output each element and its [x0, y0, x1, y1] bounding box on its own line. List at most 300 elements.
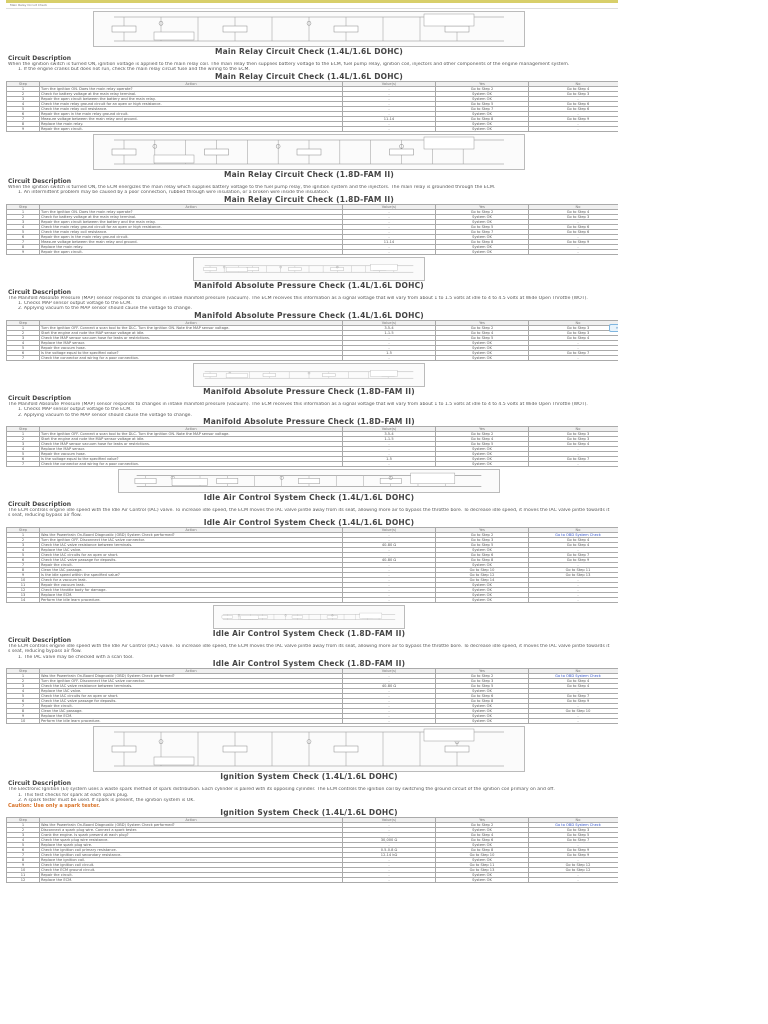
check-table-title: Main Relay Circuit Check (1.4L/1.6L DOHC): [214, 71, 404, 81]
description-paragraph: The Electronic Ignition (EI) system uses a waste spark method of spark distribution. Each cylinder is paired with its opposing cylinder. The ECM controls the ignition coil by switching the ground circuit of the ignition coil primary on and off.: [8, 787, 555, 793]
table-cell: 8: [7, 567, 40, 572]
component-box: [223, 26, 247, 32]
component-box: [360, 613, 382, 618]
table-cell: 3: [7, 684, 40, 689]
column-header: No: [529, 204, 619, 209]
table-cell: -: [529, 562, 619, 567]
table-cell: Was the Powertrain On-Board Diagnostic (OBD) System Check performed?: [40, 823, 343, 828]
table-cell: Go to Step 6: [529, 224, 619, 229]
column-header: Action: [40, 818, 343, 823]
obd-check-link[interactable]: Go to OBD System Check: [555, 823, 601, 828]
table-cell: System OK: [436, 340, 529, 345]
table-cell: -: [343, 345, 436, 350]
table-cell: System OK: [436, 345, 529, 350]
component-box: [445, 746, 469, 752]
table-cell: Repair the open circuit between the battery and the main relay.: [40, 96, 343, 101]
test-note: 2. A spark tester must be used. If spark is present, the ignition system is OK.: [18, 797, 195, 803]
table-cell: Go to Step 4: [529, 679, 619, 684]
component-box: [390, 149, 414, 155]
table-cell: Go to Step 8: [436, 848, 529, 853]
test-note: 2. Applying vacuum to the MAP sensor should cause the voltage to change.: [18, 412, 192, 418]
table-cell: 6: [7, 557, 40, 562]
circuit-description-label: Circuit Description: [8, 780, 72, 788]
check-section: [6, 11, 612, 132]
table-cell: -: [529, 345, 619, 350]
table-cell: 6: [7, 111, 40, 116]
component-box: [380, 478, 401, 483]
table-cell: Go to Step 2: [436, 432, 529, 437]
obd-check-link[interactable]: Go to OBD System Check: [555, 674, 601, 679]
table-cell: Turn the ignition OFF. Connect a scan tool to the DLC. Turn the ignition ON. Note the MAP sensor voltage.: [40, 325, 343, 330]
component-box: [172, 478, 207, 485]
table-cell: Check the main relay coil resistance.: [40, 229, 343, 234]
table-cell: Repair the open circuit between the battery and the main relay.: [40, 219, 343, 224]
table-cell: 3: [7, 96, 40, 101]
table-cell: -: [529, 843, 619, 848]
diagnostic-table: [6, 426, 618, 467]
column-header: No: [529, 527, 619, 532]
table-cell: 5: [7, 106, 40, 111]
table-cell: Turn the ignition OFF. Connect a scan tool to the DLC. Turn the ignition ON. Note the MAP sensor voltage.: [40, 432, 343, 437]
table-cell: System OK: [436, 111, 529, 116]
sections-container: [6, 11, 618, 883]
table-cell: Go to Step 10: [436, 567, 529, 572]
table-cell: System OK: [436, 714, 529, 719]
table-cell: Go to Step 4: [436, 437, 529, 442]
table-cell: -: [343, 592, 436, 597]
column-header: Action: [40, 81, 343, 86]
column-header: Action: [40, 320, 343, 325]
header-strip: Main Relay Circuit Check: [10, 3, 48, 7]
table-cell: -: [343, 234, 436, 239]
table-cell: 2: [7, 537, 40, 542]
table-cell: Go to Step 12: [529, 863, 619, 868]
table-cell: Check the IAC valve passage for deposits.: [40, 699, 343, 704]
column-header: Step: [7, 204, 40, 209]
table-cell: -: [529, 452, 619, 457]
table-cell: -: [343, 873, 436, 878]
table-cell: Go to Step 10: [529, 709, 619, 714]
table-cell: System OK: [436, 121, 529, 126]
table-cell: Check the IAC circuits for an open or short.: [40, 694, 343, 699]
table-cell: -: [529, 249, 619, 254]
table-cell: 8: [7, 244, 40, 249]
table-cell: 7: [7, 239, 40, 244]
circuit-diagram-svg: [94, 12, 524, 46]
table-cell: -: [343, 704, 436, 709]
table-cell: Go to Step 7: [529, 694, 619, 699]
component-box: [226, 267, 247, 271]
table-cell: -: [343, 335, 436, 340]
table-cell: -: [343, 863, 436, 868]
table-cell: -: [529, 244, 619, 249]
table-cell: System OK: [436, 719, 529, 724]
component-box: [334, 746, 358, 752]
table-cell: -: [343, 714, 436, 719]
table-cell: 5: [7, 843, 40, 848]
component-box: [424, 729, 474, 741]
document-header: [6, 3, 618, 9]
table-cell: Go to Step 6: [529, 106, 619, 111]
table-cell: Go to Step 8: [436, 239, 529, 244]
table-cell: Turn the ignition OFF. Disconnect the IAC valve connector.: [40, 537, 343, 542]
table-cell: 1.5: [343, 350, 436, 355]
table-cell: System OK: [436, 91, 529, 96]
circuit-diagram-svg: [94, 135, 524, 169]
table-cell: 5: [7, 452, 40, 457]
table-cell: -: [343, 106, 436, 111]
table-cell: Was the Powertrain On-Board Diagnostic (OBD) System Check performed?: [40, 532, 343, 537]
table-cell: Go to Step 5: [436, 542, 529, 547]
component-box: [334, 26, 358, 32]
test-note: 1. The IAC valve may be checked with a scan tool.: [18, 654, 134, 660]
table-cell: Check the IAC valve resistance between terminals.: [40, 542, 343, 547]
table-cell: -: [343, 219, 436, 224]
table-cell: Go to Step 7: [436, 229, 529, 234]
table-cell: Clean the IAC passage.: [40, 567, 343, 572]
table-cell: -: [343, 699, 436, 704]
component-box: [445, 26, 469, 32]
component-box: [288, 267, 301, 270]
table-cell: 5: [7, 694, 40, 699]
circuit-diagram: [93, 134, 525, 170]
table-cell: Go to Step 6: [529, 101, 619, 106]
table-cell: System OK: [436, 462, 529, 467]
table-cell: Go to Step 9: [529, 699, 619, 704]
table-cell: Go to Step 7: [529, 457, 619, 462]
table-cell: Turn the ignition OFF. Disconnect the IAC valve connector.: [40, 679, 343, 684]
table-cell: -: [343, 674, 436, 679]
table-cell: Repair the circuit.: [40, 873, 343, 878]
check-table-title: Manifold Absolute Pressure Check (1.8D-FAM II): [203, 417, 415, 427]
table-cell: -: [343, 679, 436, 684]
table-cell: -: [343, 843, 436, 848]
column-header: Value(s): [343, 204, 436, 209]
table-cell: System OK: [436, 873, 529, 878]
component-box: [257, 616, 268, 619]
table-cell: 4: [7, 689, 40, 694]
table-cell: Go to Step 3: [529, 432, 619, 437]
column-header: Value(s): [343, 427, 436, 432]
table-cell: Turn the ignition ON. Does the main relay operate?: [40, 209, 343, 214]
table-cell: -: [529, 340, 619, 345]
table-cell: System OK: [436, 858, 529, 863]
table-cell: 5: [7, 345, 40, 350]
table-cell: 9: [7, 572, 40, 577]
table-cell: -: [343, 552, 436, 557]
column-header: Yes: [436, 527, 529, 532]
component-box: [241, 616, 259, 620]
table-cell: System OK: [436, 219, 529, 224]
table-cell: 12: [7, 878, 40, 883]
table-cell: System OK: [436, 355, 529, 360]
diagnostic-table: [6, 81, 618, 132]
table-cell: Check the IAC circuits for an open or short.: [40, 552, 343, 557]
circuit-diagram: [93, 726, 525, 772]
table-cell: -: [343, 878, 436, 883]
table-cell: System OK: [436, 562, 529, 567]
table-cell: Check the main relay ground circuit for an open or high resistance.: [40, 224, 343, 229]
table-cell: -: [529, 597, 619, 602]
table-cell: -: [343, 537, 436, 542]
table-cell: -: [529, 714, 619, 719]
table-cell: System OK: [436, 244, 529, 249]
table-cell: Replace the MAP sensor.: [40, 340, 343, 345]
circuit-description-label: Circuit Description: [8, 55, 72, 62]
table-cell: -: [529, 96, 619, 101]
table-cell: Go to Step 6: [436, 552, 529, 557]
table-cell: 3.5-4: [343, 325, 436, 330]
table-cell: 5: [7, 229, 40, 234]
table-cell: 4: [7, 224, 40, 229]
table-row: [7, 249, 619, 254]
column-header: Value(s): [343, 320, 436, 325]
diagnostic-table: [6, 668, 618, 724]
component-box: [292, 616, 303, 619]
table-cell: Measure voltage between the main relay and ground.: [40, 116, 343, 121]
side-expand-button[interactable]: [609, 324, 618, 332]
table-cell: 8: [7, 858, 40, 863]
description-paragraph: The Manifold Absolute Pressure (MAP) sensor responds to changes in intake manifold pressure (vacuum). The ECM receives this information as a signal voltage that will vary from about 1 to 1.5 volts at idle to 4 to 4.5 volts at Wide Open Throttle (WOT).: [8, 295, 588, 301]
component-box: [327, 616, 338, 619]
table-cell: System OK: [436, 214, 529, 219]
diagnostic-table: [6, 527, 618, 603]
table-cell: Replace the IAC valve.: [40, 689, 343, 694]
table-cell: Replace the MAP sensor.: [40, 447, 343, 452]
component-box: [154, 32, 194, 40]
table-cell: 9: [7, 249, 40, 254]
circuit-diagram-svg: [194, 258, 424, 280]
table-cell: Check the ignition coil secondary resistance.: [40, 853, 343, 858]
table-cell: -: [529, 719, 619, 724]
component-box: [223, 746, 247, 752]
table-cell: Go to Step 13: [529, 572, 619, 577]
table-cell: -: [343, 340, 436, 345]
circuit-diagram-svg: [119, 470, 499, 492]
check-section: [6, 726, 612, 883]
section-title: Idle Air Control System Check (1.8D-FAM II): [212, 628, 406, 638]
table-cell: -: [343, 101, 436, 106]
table-cell: -: [529, 111, 619, 116]
component-box: [154, 155, 194, 163]
table-cell: 8: [7, 709, 40, 714]
component-box: [298, 478, 319, 483]
table-cell: 6: [7, 848, 40, 853]
diagnostic-table: [6, 204, 618, 255]
test-note: 1. An intermittent problem may be caused by a poor connection, rubbed through wire insulation, or a broken wire inside the insulation.: [18, 190, 330, 196]
table-cell: Go to Step 4: [529, 542, 619, 547]
table-cell: System OK: [436, 704, 529, 709]
table-cell: Check for battery voltage at the main relay terminal.: [40, 91, 343, 96]
table-cell: Go to Step 4: [529, 684, 619, 689]
component-box: [297, 149, 321, 155]
table-cell: -: [343, 209, 436, 214]
table-cell: 9: [7, 863, 40, 868]
caution-note: Caution: Use only a spark tester.: [8, 803, 101, 810]
table-row: [7, 878, 619, 883]
table-cell: Check the connector and wiring for a poor connection.: [40, 355, 343, 360]
table-cell: 3: [7, 442, 40, 447]
table-cell: -: [529, 121, 619, 126]
table-cell: Check the connector and wiring for a poor connection.: [40, 462, 343, 467]
circuit-diagram-svg: [94, 727, 524, 771]
table-cell: Go to Step 9: [529, 853, 619, 858]
column-header: Action: [40, 427, 343, 432]
component-box: [204, 267, 217, 270]
table-cell: System OK: [436, 843, 529, 848]
table-cell: 14: [7, 597, 40, 602]
table-cell: -: [343, 694, 436, 699]
table-cell: Repair the circuit.: [40, 704, 343, 709]
table-cell: Go to Step 3: [529, 330, 619, 335]
table-cell: -: [343, 719, 436, 724]
description-paragraph: The Manifold Absolute Pressure (MAP) sensor responds to changes in intake manifold pressure (vacuum). The ECM receives this information as a signal voltage that will vary from about 1 to 1.5 volts at idle to 4 to 4.5 volts at Wide Open Throttle (WOT).: [8, 401, 588, 407]
column-header: Yes: [436, 81, 529, 86]
table-cell: Go to Step 5: [436, 101, 529, 106]
table-cell: 7: [7, 462, 40, 467]
component-box: [222, 616, 233, 619]
table-cell: 6: [7, 350, 40, 355]
table-cell: Check the main relay ground circuit for an open or high resistance.: [40, 101, 343, 106]
table-cell: 10: [7, 868, 40, 873]
table-cell: Go to Step 9: [529, 848, 619, 853]
description-paragraph: The ECM controls engine idle speed with the Idle Air Control (IAC) valve. To increase idle speed, the ECM moves the IAC valve pintle away from its seat, allowing more air to bypass the throttle bore. To decrease idle speed, it moves the IAC valve pintle towards its seat, reducing bypass air flow.: [8, 508, 610, 519]
table-cell: 3: [7, 542, 40, 547]
table-cell: -: [343, 833, 436, 838]
table-cell: Perform the idle learn procedure.: [40, 597, 343, 602]
table-cell: -: [343, 582, 436, 587]
table-cell: Repair the open circuit.: [40, 126, 343, 131]
circuit-diagram-svg: [214, 606, 404, 628]
table-cell: System OK: [436, 828, 529, 833]
circuit-diagram: [193, 363, 425, 387]
description-paragraph: When the ignition switch is turned ON, the ECM energizes the main relay which supplies battery voltage to the fuel pump relay, the ignition system and the injectors. The main relay is grounded through the ECM.: [8, 184, 496, 190]
table-cell: 11: [7, 582, 40, 587]
table-cell: Check for a vacuum leak.: [40, 577, 343, 582]
table-cell: Go to Step 5: [436, 335, 529, 340]
component-box: [331, 267, 344, 270]
section-title: Main Relay Circuit Check (1.8D-FAM II): [223, 169, 395, 179]
table-cell: 0.5-0.8 Ω: [343, 848, 436, 853]
column-header: Value(s): [343, 669, 436, 674]
table-cell: Replace the main relay.: [40, 121, 343, 126]
table-cell: Go to Step 4: [529, 86, 619, 91]
table-cell: 6: [7, 234, 40, 239]
table-cell: -: [343, 86, 436, 91]
diagnostic-table: [6, 817, 618, 883]
table-cell: -: [343, 572, 436, 577]
table-cell: Turn the ignition ON. Does the main relay operate?: [40, 86, 343, 91]
table-cell: Perform the idle learn procedure.: [40, 719, 343, 724]
component-box: [154, 757, 194, 765]
table-cell: 3.5-4: [343, 432, 436, 437]
table-cell: -: [529, 234, 619, 239]
table-cell: -: [343, 587, 436, 592]
component-box: [371, 264, 398, 270]
section-title: Idle Air Control System Check (1.4L/1.6L DOHC): [203, 493, 415, 503]
table-cell: -: [529, 582, 619, 587]
component-box: [411, 473, 455, 484]
table-cell: Go to Step 2: [436, 86, 529, 91]
table-cell: Was the Powertrain On-Board Diagnostic (OBD) System Check performed?: [40, 674, 343, 679]
table-cell: 9: [7, 126, 40, 131]
table-cell: 10: [7, 577, 40, 582]
table-row: [7, 126, 619, 131]
component-box: [135, 478, 156, 483]
table-cell: -: [343, 91, 436, 96]
circuit-diagram: [93, 11, 525, 47]
table-cell: Go to Step 8: [436, 699, 529, 704]
table-cell: 11-14: [343, 239, 436, 244]
column-header: Step: [7, 527, 40, 532]
table-cell: 1-1.5: [343, 330, 436, 335]
table-cell: 3: [7, 833, 40, 838]
table-cell: Replace the IAC valve.: [40, 547, 343, 552]
table-cell: -: [343, 121, 436, 126]
table-cell: Replace the ECM.: [40, 714, 343, 719]
table-cell: -: [529, 355, 619, 360]
test-note: 1. Checks MAP sensor output voltage to the ECM.: [18, 301, 132, 307]
component-box: [424, 14, 474, 26]
table-cell: -: [343, 229, 436, 234]
table-cell: Check the ignition coil primary resistance.: [40, 848, 343, 853]
table-cell: 11: [7, 873, 40, 878]
table-cell: -: [343, 224, 436, 229]
table-cell: Check the main relay coil resistance.: [40, 106, 343, 111]
table-cell: 1: [7, 86, 40, 91]
table-cell: Go to Step 5: [436, 684, 529, 689]
component-box: [424, 137, 474, 149]
section-title: Main Relay Circuit Check (1.4L/1.6L DOHC): [214, 47, 404, 56]
table-cell: Check the MAP sensor vacuum hose for leaks or restrictions.: [40, 335, 343, 340]
table-cell: Go to Step 8: [436, 116, 529, 121]
table-cell: Check for battery voltage at the main relay terminal.: [40, 214, 343, 219]
circuit-description-label: Circuit Description: [8, 501, 72, 509]
table-cell: Go to Step 7: [529, 838, 619, 843]
check-table-title: Idle Air Control System Check (1.8D-FAM II): [212, 659, 406, 669]
table-cell: Replace the ECM.: [40, 878, 343, 883]
table-cell: 1-1.5: [343, 437, 436, 442]
table-cell: -: [529, 587, 619, 592]
table-cell: Go to Step 12: [529, 868, 619, 873]
table-cell: 1: [7, 823, 40, 828]
table-cell: Start the engine and note the MAP sensor voltage at idle.: [40, 437, 343, 442]
table-cell: 2: [7, 679, 40, 684]
table-cell: System OK: [436, 350, 529, 355]
section-title: Manifold Absolute Pressure Check (1.8D-FAM II): [203, 386, 415, 396]
obd-check-link[interactable]: Go to OBD System Check: [555, 532, 601, 537]
table-cell: System OK: [436, 126, 529, 131]
table-cell: Go to Step 4: [529, 209, 619, 214]
test-note: 1. If the engine cranks but does not run, check the main relay circuit fuse and the wiring to the ECM.: [18, 67, 250, 73]
component-box: [217, 478, 238, 483]
table-cell: Go to Step 2: [436, 325, 529, 330]
component-box: [246, 267, 259, 270]
column-header: Yes: [436, 669, 529, 674]
table-cell: Check the throttle body for damage.: [40, 587, 343, 592]
table-cell: -: [529, 704, 619, 709]
table-cell: 40-80 Ω: [343, 557, 436, 562]
table-cell: -: [343, 567, 436, 572]
diagnostic-table: [6, 320, 618, 361]
table-cell: Check the spark plug wire resistance.: [40, 838, 343, 843]
table-cell: Go to Step 11: [436, 863, 529, 868]
table-cell: Go to Step 3: [529, 828, 619, 833]
table-cell: Clean the IAC passage.: [40, 709, 343, 714]
circuit-diagram: [193, 257, 425, 281]
table-cell: Go to Step 3: [529, 214, 619, 219]
side-expand-icon: »: [615, 325, 618, 330]
